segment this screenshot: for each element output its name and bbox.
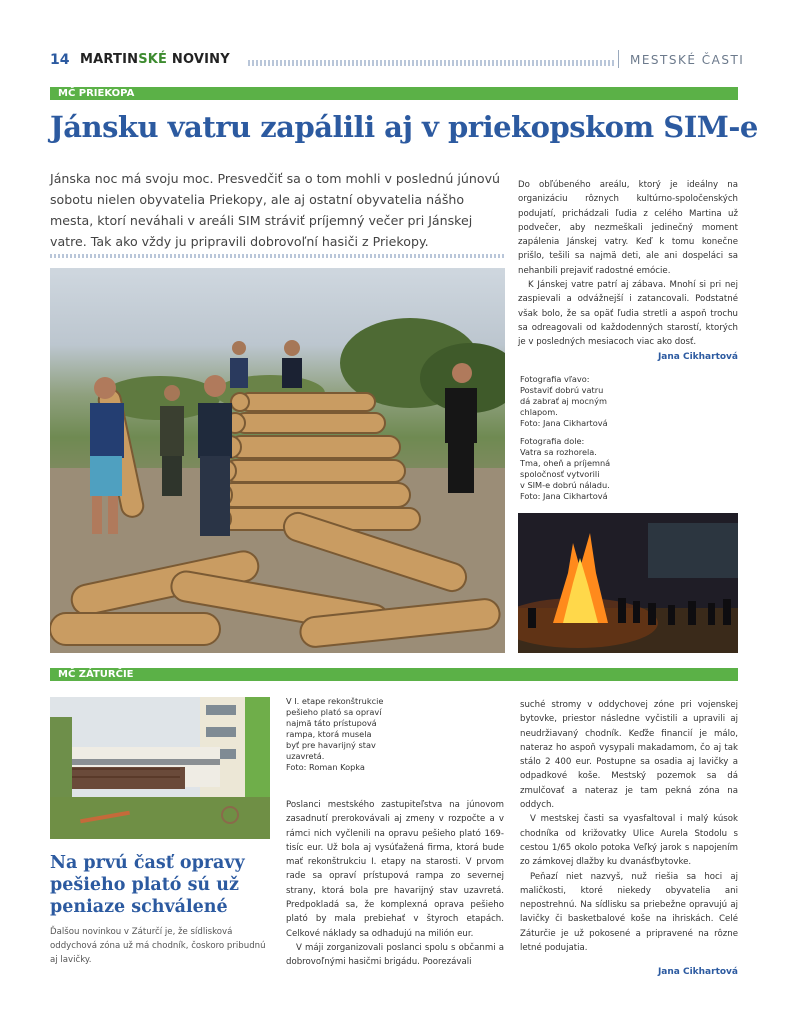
- article-body: [518, 178, 738, 364]
- header-divider: [618, 50, 619, 68]
- publication-suffix: NOVINY: [167, 52, 230, 67]
- paragraph: V mestskej časti sa vyasfaltoval i malý kúsok chodníka od križovatky Ulice Aurela Stodolu s cestou 1/65 okolo potoka Veľký jarok s napojením zo zámkovej dlažby ku dvanásťbytovke.: [520, 814, 738, 868]
- article-intro: Ďalšou novinkou v Záturčí je, že sídlisková oddychová zóna už má chodník, čoskoro pribudnú aj lavičky.: [50, 927, 266, 965]
- photo-illustration: [50, 697, 270, 839]
- photo-caption: V I. etape rekonštrukcie pešieho plató sa opraví najmä táto prístupová rampa, ktorá musela byť pre havarijný stav uzavretá. Foto: Roman Kopka: [286, 696, 384, 772]
- paragraph: V máji zorganizovali poslanci spolu s občanmi a dobrovoľnými hasičmi brigádu. Poorezávali: [286, 942, 504, 968]
- article-body-col3: [520, 698, 738, 980]
- section-bar-priekopa: [50, 87, 738, 100]
- author-signature: Jana Cikhartová: [657, 967, 738, 978]
- section-label: MČ ZÁTURČIE: [58, 669, 134, 680]
- photo-illustration: [518, 513, 738, 653]
- bonfire-building-photo: [50, 268, 505, 653]
- bonfire-night-photo: [518, 513, 738, 653]
- header-dotted-rule: [248, 60, 614, 66]
- section-bar-zaturcie: [50, 668, 738, 681]
- article-lead: Jánska noc má svoju moc. Presvedčiť sa o tom mohli v poslednú júnovú sobotu nielen obyvatelia Priekopy, ale aj ostatní obyvatelia nášho mesta, ktorí neváhali v areáli SIM stráviť príjemný večer pri Jánskej vatre. Tak ako vždy ju pripravili dobrovoľní hasiči z Priekopy.: [50, 171, 501, 249]
- paragraph: Peňazí niet nazvyš, nuž riešia sa hoci aj maličkosti, ktoré niekedy obyvatelia ani nepostrehnú. Na sídlisku sa priebežne opravujú aj lavičky či basketbalové koše na ihriskách. Celé Záturčie je už pokosené a pripravené na rôzne letné podujatia.: [520, 871, 738, 954]
- publication-highlight: SKÉ: [138, 52, 168, 67]
- paragraph: suché stromy v oddychovej zóne pri vojenskej bytovke, priestor následne vyčistili a upravili aj neudržiavaný chodník. Keďže financií je málo, nateraz ho aspoň vysypali makadamom, čo aj tak stálo 2 400 eur. Postupne sa osadia aj lavičky a odpadkové koše. Mestský pozemok sa dá zmulčovať a nateraz je tam pekná zóna na oddych.: [520, 700, 738, 811]
- paragraph: Poslanci mestského zastupiteľstva na júnovom zasadnutí prerokovávali aj zmeny v rozpočte a v rámci nich vyčlenili na opravu pešieho plató 169-tisíc eur. Už bola aj vysúťažená firma, ktorá bude mať rekonštrukciu I. etapy na starosti. V prvom rade sa opraví prístupová rampa zo severnej strany, ktorá bola pre havarijný stav uzavretá. Predpokladá sa, že komplexná oprava pešieho plató by mala prebiehať v štyroch etapách. Celkové náklady sa odhadujú na milión eur.: [286, 800, 504, 939]
- ramp-building-photo: [50, 697, 270, 839]
- paragraph: Do obľúbeného areálu, ktorý je ideálny na organizáciu rôznych kultúrno-spoločenských podujatí, prichádzali ľudia z celého Martina už podvečer, aby nezmeškali jedinečný moment zapálenia Jánskej vatry. Keď k tomu konečne prišlo, tešili sa najmä deti, ale ani dospeláci sa nehanbili prejaviť radostné emócie.: [518, 180, 738, 276]
- photo-caption-left: Fotografia vľavo: Postaviť dobrú vatru dá zabrať aj mocným chlapom. Foto: Jana Cikhartová: [520, 374, 608, 428]
- page-number: 14: [50, 52, 70, 68]
- photo-caption-bottom: Fotografia dole: Vatra sa rozhorela. Tma, oheň a príjemná spoločnosť vytvorili v SIM-e dobrú náladu. Foto: Jana Cikhartová: [520, 436, 611, 501]
- section-label: MČ PRIEKOPA: [58, 88, 135, 99]
- publication-prefix: MARTIN: [80, 52, 139, 67]
- photo-illustration: [50, 268, 505, 653]
- article-title: Na prvú časť opravy pešieho plató sú už peniaze schválené: [50, 853, 245, 917]
- paragraph: K Jánskej vatre patrí aj zábava. Mnohí si pri nej zaspievali a odvážnejší i zatancovali. Podstatné však bolo, že sa opäť ľudia stretli a aspoň trochu sa odreagovali od každodenných starostí, ktorých je v posledných mesiacoch viac ako dosť.: [518, 280, 738, 348]
- author-signature: Jana Cikhartová: [657, 351, 738, 362]
- lead-dotted-rule: [50, 254, 506, 258]
- section-title: MESTSKÉ ČASTI: [630, 53, 745, 67]
- publication-name: [80, 52, 230, 67]
- article-title: Jánsku vatru zapálili aj v priekopskom SIM-e: [50, 110, 758, 144]
- article-body-col2: [286, 798, 504, 970]
